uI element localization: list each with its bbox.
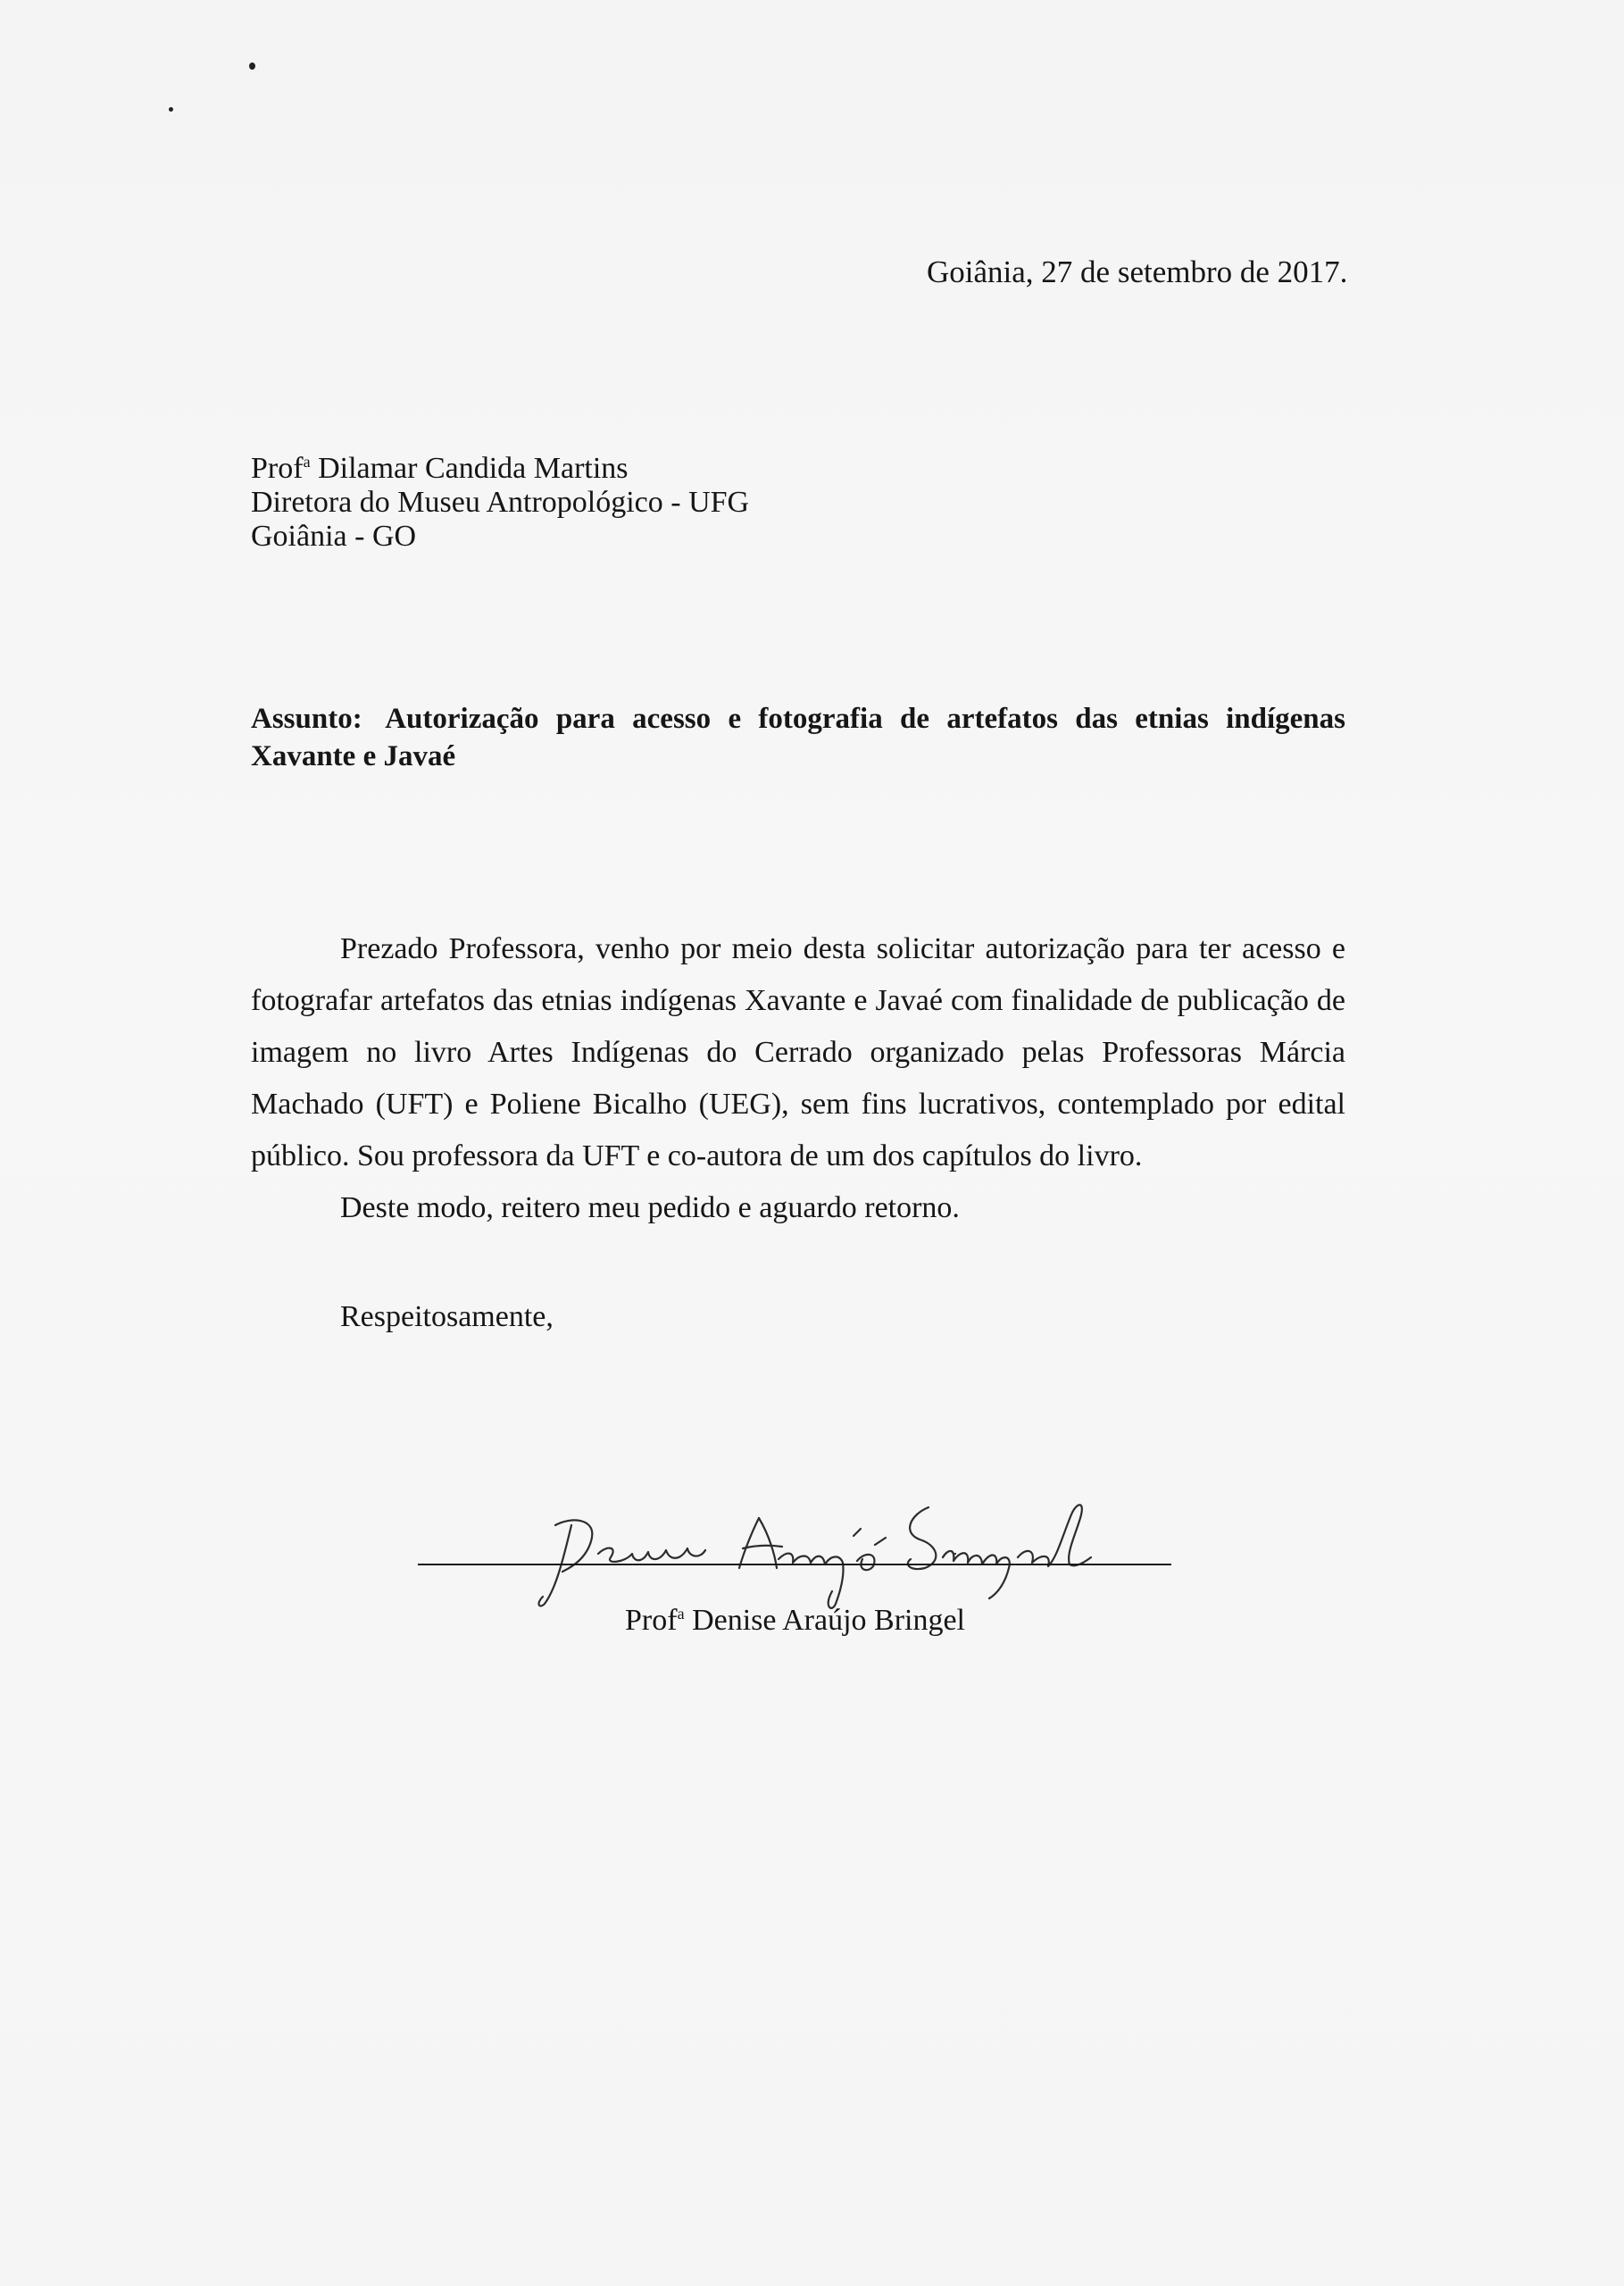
- recipient-city: Goiânia - GO: [251, 520, 417, 553]
- recipient-title: Prof: [251, 452, 304, 485]
- recipient-position: Diretora do Museu Antropológico - UFG: [251, 486, 750, 519]
- signer-title-ordinal: a: [677, 1605, 685, 1623]
- signature-line: [418, 1564, 1171, 1565]
- recipient-name: Dilamar Candida Martins: [310, 452, 629, 485]
- recipient-name-line: [251, 452, 749, 486]
- letter-date: Goiânia, 27 de setembro de 2017.: [927, 254, 1348, 289]
- subject-label: Assunto:: [251, 703, 362, 735]
- body-paragraph: Deste modo, reitero meu pedido e aguardo retorno.: [340, 1191, 960, 1224]
- recipient-title-ordinal: a: [303, 453, 311, 471]
- handwritten-signature: [536, 1482, 1143, 1616]
- signer-name: Denise Araújo Bringel: [684, 1604, 965, 1637]
- letter-body: [251, 923, 1345, 1234]
- signer-title: Prof: [625, 1604, 678, 1637]
- scan-speck: [249, 63, 255, 70]
- body-paragraph: Prezado Professora, venho por meio desta solicitar autorização para ter acesso e fotografar artefatos das etnias indígenas Xavante e Javaé com finalidade de publicação de imagem no livro Artes Indígenas do Cerrado organizado pelas Professoras Márcia Machado (UFT) e Poliene Bicalho (UEG), sem fins lucrativos, contemplado por edital público. Sou professora da UFT e co-autora de um dos capítulos do livro.: [251, 932, 1345, 1172]
- recipient-block: [251, 452, 749, 554]
- subject-line: [251, 700, 1345, 775]
- signer-name-line: [625, 1603, 965, 1639]
- scan-speck: [169, 107, 173, 112]
- subject-text: Autorização para acesso e fotografia de artefatos das etnias indígenas Xavante e Javaé: [251, 703, 1345, 772]
- closing-salutation: Respeitosamente,: [340, 1300, 554, 1333]
